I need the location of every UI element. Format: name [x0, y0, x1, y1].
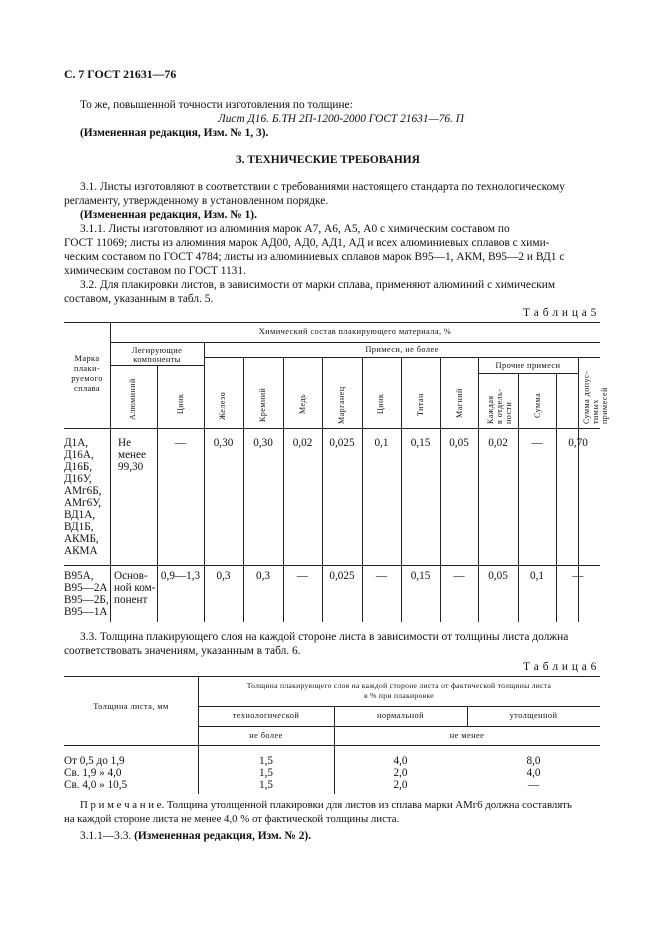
grade-name: Д16У, [64, 473, 92, 485]
zinc-value: 0,1 [374, 437, 389, 449]
note-line: на каждой стороне листа не менее 4,0 % от фактической толщины листа. [64, 813, 400, 825]
alloy-components-header: Легирующие [131, 346, 183, 355]
each-impurity-value: 0,02 [488, 437, 508, 449]
col-each: в отдель- [495, 388, 504, 424]
grade-name: Д16Б, [64, 461, 93, 473]
magnesium-value: 0,05 [449, 437, 469, 449]
grade-header: сплава [73, 384, 101, 393]
alloy-components-header: компоненты [133, 355, 181, 364]
col-silicon: Кремний [258, 387, 267, 422]
col-total: примесей [600, 387, 609, 424]
paragraph-3-1-1-line: ГОСТ 11069; листы из алюминия марок АД00, АД0, АД1, АД и всех алюминиевых сплавов с хими- [64, 237, 550, 249]
sum-impurity-value: 0,1 [530, 570, 544, 582]
each-impurity-value: 0,05 [488, 570, 508, 582]
sum-impurity-value: — [531, 437, 543, 449]
grade-name: АМг6У, [64, 497, 102, 509]
thickness-range: Св. 4,0 » 10,5 [64, 779, 128, 791]
grade-name: В95—2Б, [64, 594, 109, 606]
note-line: П р и м е ч а н и е. Толщина утолщенной плакировки для листов из сплава марки АМг6 должна составлять [80, 799, 572, 811]
aluminium-value: ной ком- [114, 582, 156, 594]
total-impurity-value: — [572, 570, 584, 582]
paragraph-3-1-line: 3.1. Листы изготовляют в соответствии с требованиями настоящего стандарта по технологическому [80, 181, 565, 193]
paragraph-3-1-1-line: химическим составом по ГОСТ 1131. [64, 265, 246, 277]
col-iron: Железо [218, 391, 227, 420]
aluminium-value: менее [118, 449, 146, 461]
thickness-range: От 0,5 до 1,9 [64, 755, 125, 767]
technological-value: 1,5 [259, 767, 273, 779]
thickened-value: 4,0 [526, 767, 541, 779]
table-5-main-header: Химический состав плакирующего материала, % [258, 327, 452, 336]
copper-value: 0,02 [292, 437, 313, 449]
table-6-main-header: Толщина плакирующего слоя на каждой стороне листа от фактической толщины листа [246, 681, 552, 690]
col-titanium: Титан [416, 393, 425, 416]
grade-name: В95—1А [64, 606, 108, 618]
other-impurities-header: Прочие примеси [495, 361, 561, 370]
technological-value: 1,5 [259, 779, 273, 791]
col-magnesium: Магний [455, 388, 464, 418]
col-total: Сумма допус- [582, 370, 591, 424]
grade-name: Д16А, [64, 449, 94, 461]
table-6-main-header: в % при плакировке [364, 691, 434, 700]
manganese-value: 0,025 [329, 437, 355, 449]
grade-name: АКМБ, [64, 533, 99, 545]
paragraph-3-2-line: 3.2. Для плакировки листов, в зависимости от марки сплава, применяют алюминий с химическим [80, 279, 556, 291]
technological-value: 1,5 [259, 755, 273, 767]
zinc-alloy-value: — [174, 437, 187, 449]
col-sum: Сумма [533, 392, 542, 418]
copper-value: — [296, 570, 309, 582]
magnesium-value: — [453, 570, 465, 582]
paragraph-3-1-1-line: 3.1.1. Листы изготовляют из алюминия марок А7, А6, А5, А0 с химическим составом по [80, 223, 510, 235]
col-thickened: утолщенной [509, 711, 558, 720]
edition-note: (Измененная редакция, Изм. № 2). [134, 830, 312, 842]
manganese-value: 0,025 [329, 570, 355, 582]
thickness-header: Толщина листа, мм [93, 702, 169, 711]
intro-line: То же, повышенной точности изготовления по толщине: [80, 99, 353, 111]
silicon-value: 0,3 [256, 570, 270, 582]
paragraph-3-2-line: составом, указанным в табл. 5. [64, 293, 214, 305]
grade-header: плаки- [73, 364, 101, 373]
grade-name: АМг6Б, [64, 485, 102, 497]
grade-name: ВД1Б, [64, 521, 94, 533]
table-6-caption: Т а б л и ц а 6 [523, 661, 597, 673]
table-5-caption: Т а б л и ц а 5 [523, 307, 597, 319]
designation-example: Лист Д16. Б.ТН 2П-1200-2000 ГОСТ 21631—76. П [218, 113, 465, 125]
normal-value: 4,0 [393, 755, 408, 767]
thickness-range: Св. 1,9 » 4,0 [64, 767, 122, 779]
edition-note: (Измененная редакция, Изм. № 1). [80, 209, 257, 221]
col-zinc-alloy: Цинк [176, 393, 185, 414]
footer-line [80, 829, 311, 843]
grade-header: Марка [74, 354, 100, 363]
zinc-alloy-value: 0,9—1,3 [160, 570, 201, 582]
normal-value: 2,0 [393, 779, 408, 791]
total-impurity-value: 0,70 [568, 437, 588, 449]
aluminium-value: Не [118, 437, 132, 449]
not-more-label: не более [249, 731, 283, 740]
page-header: С. 7 ГОСТ 21631—76 [64, 67, 177, 81]
col-manganese: Марганец [337, 386, 346, 424]
impurities-header: Примеси, не более [365, 345, 439, 354]
iron-value: 0,30 [213, 437, 234, 449]
paragraph-3-1-line: регламенту, утвержденному в установленном порядке. [64, 195, 329, 207]
paragraph-3-1-1-line: ческим составом по ГОСТ 4784; листы из алюминиевых сплавов марок В95—1, АКМ, В95—2 и ВД1 с [64, 251, 565, 263]
thickened-value: — [527, 779, 540, 791]
titanium-value: 0,15 [410, 570, 431, 582]
silicon-value: 0,30 [253, 437, 273, 449]
section-title: 3. ТЕХНИЧЕСКИЕ ТРЕБОВАНИЯ [236, 154, 420, 166]
paragraph-3-3-line: 3.3. Толщина плакирующего слоя на каждой стороне листа в зависимости от толщины листа должна [80, 631, 569, 643]
not-less-label: не менее [449, 731, 485, 740]
col-aluminium: Алюминий [128, 378, 137, 420]
aluminium-value: 99,30 [118, 461, 144, 473]
footer-ref: 3.1.1—3.3. [80, 830, 132, 842]
col-normal: нормальной [377, 711, 424, 720]
titanium-value: 0,15 [410, 437, 431, 449]
grade-name: В95А, [64, 570, 94, 582]
col-technological: технологической [232, 711, 300, 720]
grade-name: Д1А, [64, 437, 89, 449]
aluminium-value: Основ- [114, 570, 148, 582]
paragraph-3-3-line: соответствовать значениям, указанным в табл. 6. [64, 645, 301, 657]
thickened-value: 8,0 [526, 755, 541, 767]
grade-name: В95—2А [64, 582, 108, 594]
col-total: тимых [591, 399, 600, 424]
normal-value: 2,0 [393, 767, 408, 779]
edition-note: (Измененная редакция, Изм. № 1, 3). [80, 127, 269, 139]
grade-header: руемого [71, 374, 103, 383]
col-copper: Медь [298, 393, 307, 414]
col-each: Каждая [486, 395, 495, 424]
zinc-value: — [375, 570, 388, 582]
aluminium-value: понент [114, 594, 148, 606]
col-zinc: Цинк [376, 393, 385, 414]
grade-name: АКМА [64, 545, 98, 557]
iron-value: 0,3 [216, 570, 231, 582]
grade-name: ВД1А, [64, 509, 96, 521]
col-each: ности [504, 401, 513, 424]
